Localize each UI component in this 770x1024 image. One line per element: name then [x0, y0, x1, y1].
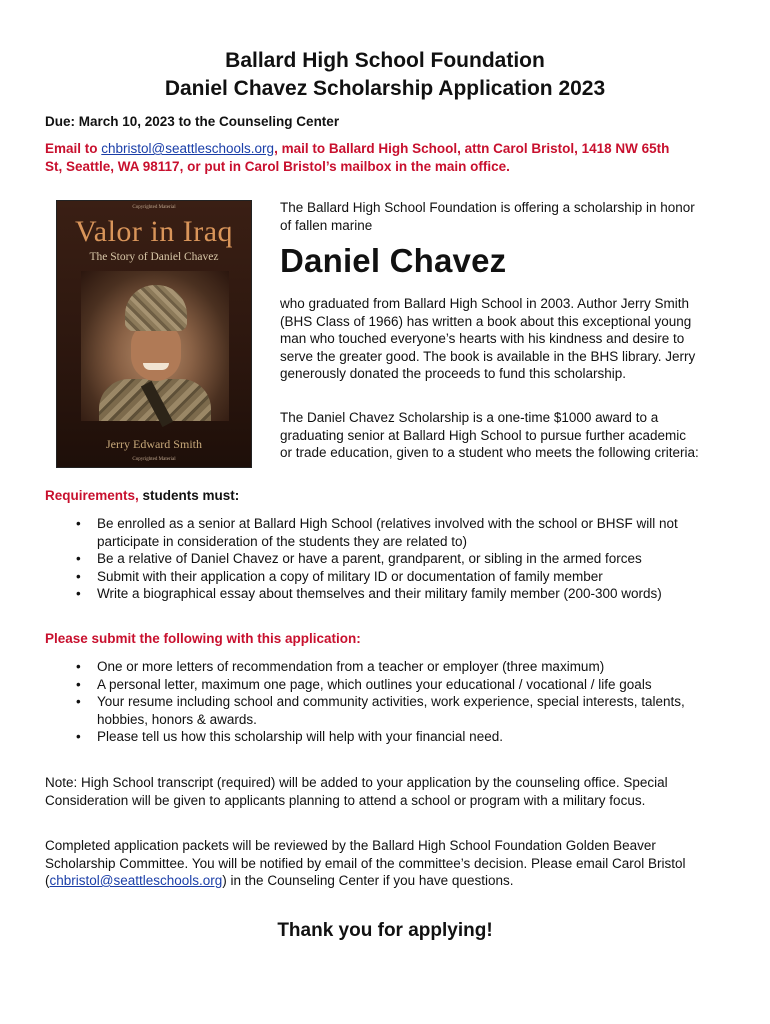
document-title-line1: Ballard High School Foundation — [225, 49, 545, 72]
cover-portrait-photo — [81, 271, 229, 421]
list-item: • Submit with their application a copy of military ID or documentation of family member — [76, 568, 603, 584]
list-item: • A personal letter, maximum one page, which outlines your educational / vocational / life goals — [76, 676, 652, 692]
portrait-face — [131, 323, 181, 381]
requirements-list — [76, 515, 706, 603]
completed-paragraph — [45, 837, 705, 890]
submit-heading: Please submit the following with this application: — [45, 631, 361, 646]
submission-instructions — [45, 140, 685, 176]
requirements-heading-rest: students must: — [138, 488, 240, 503]
list-item: • Write a biographical essay about themselves and their military family member (200-300 words) — [76, 586, 662, 601]
portrait-cap — [125, 285, 187, 331]
portrait-smile — [143, 363, 169, 370]
list-item: • Your resume including school and community activities, work experience, special interests, talents, hobbies, honors & awards. — [76, 694, 685, 727]
email-prefix: Email to — [45, 141, 102, 156]
cover-author: Jerry Edward Smith — [106, 437, 202, 451]
note-paragraph: Note: High School transcript (required) will be added to your application by the counseling office. Special Consideration will be given to applicants planning to attend a school or program with a military focus. — [45, 775, 668, 808]
award-paragraph: The Daniel Chavez Scholarship is a one-time $1000 award to a graduating senior at Ballard High School to pursue further academic or trade education, given to a student who meets the following criteria: — [280, 410, 699, 460]
intro-paragraph: The Ballard High School Foundation is offering a scholarship in honor of fallen marine — [280, 200, 695, 233]
cover-subtitle: The Story of Daniel Chavez — [89, 251, 219, 263]
cover-title: Valor in Iraq — [74, 215, 234, 248]
requirements-heading-red: Requirements, — [45, 488, 139, 503]
mail-address: , mail to Ballard High School, attn Carol Bristol, 1418 NW 65th St, Seattle, WA 98117, or put in Carol Bristol’s mailbox in the main office. — [45, 141, 670, 174]
completed-text-after: ) in the Counseling Center if you have questions. — [222, 873, 514, 888]
honoree-name: Daniel Chavez — [280, 242, 507, 279]
list-item: • One or more letters of recommendation from a teacher or employer (three maximum) — [76, 659, 605, 674]
contact-email-link[interactable]: chbristol@seattleschools.org — [49, 873, 223, 888]
completed-text-before: Completed application packets will be reviewed by the Ballard High School Foundation Golden Beaver Scholarship Committee. You will be notified by email of the committee’s decision. Please email Carol Bristol ( — [45, 838, 686, 888]
thank-you-message: Thank you for applying! — [277, 920, 493, 941]
cover-fine-print-bottom: Copyrighted Material — [132, 457, 176, 462]
cover-fine-print-top: Copyrighted Material — [132, 205, 176, 210]
bio-paragraph: who graduated from Ballard High School in 2003. Author Jerry Smith (BHS Class of 1966) has written a book about this exceptional young man who touched everyone’s hearts with his kindness and desire to serve the greater good. The book is available in the BHS library. Jerry generously donated the proceeds to fund this scholarship. — [280, 296, 696, 381]
list-item: • Be enrolled as a senior at Ballard High School (relatives involved with the school or BHSF will not participate in consideration of the students they are related to) — [76, 516, 678, 549]
requirements-heading — [45, 488, 239, 503]
list-item: • Please tell us how this scholarship will help with your financial need. — [76, 729, 503, 744]
due-date: Due: March 10, 2023 to the Counseling Center — [45, 114, 340, 129]
document-title-line2: Daniel Chavez Scholarship Application 2023 — [164, 77, 606, 100]
submit-list — [76, 658, 706, 746]
email-link[interactable]: chbristol@seattleschools.org — [101, 141, 275, 156]
list-item: • Be a relative of Daniel Chavez or have a parent, grandparent, or sibling in the armed forces — [76, 551, 642, 566]
book-cover-image — [56, 200, 252, 468]
